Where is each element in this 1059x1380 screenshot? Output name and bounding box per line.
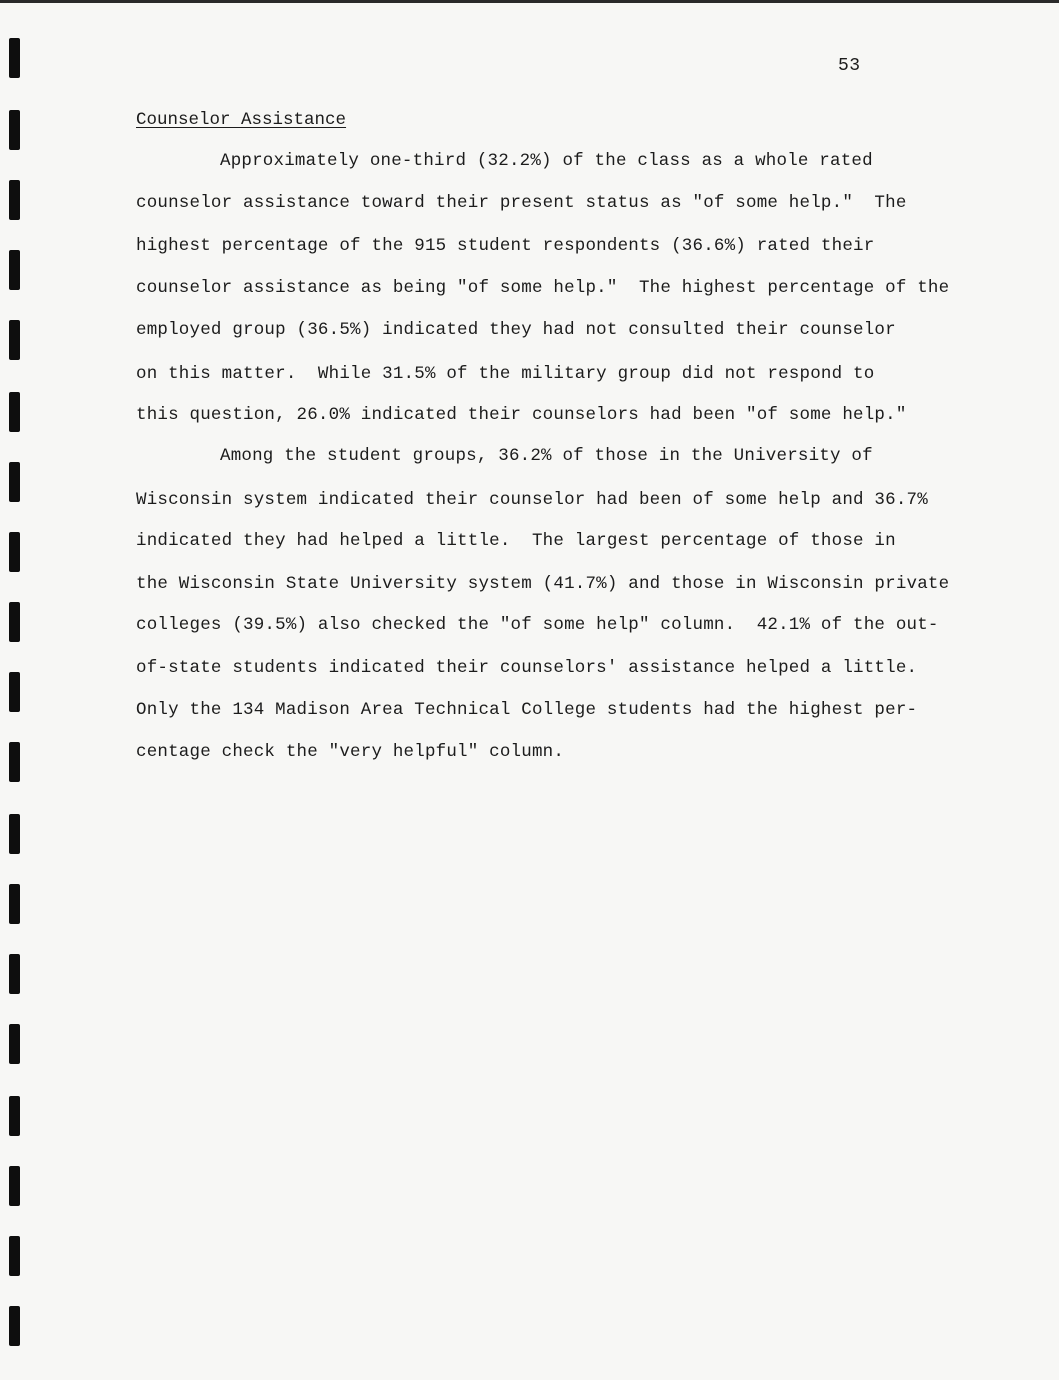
scan-top-edge <box>0 0 1059 3</box>
binding-hole <box>9 110 20 150</box>
section-heading: Counselor Assistance <box>136 110 347 130</box>
binding-hole <box>9 1024 20 1064</box>
binding-hole <box>9 602 20 642</box>
text-line: employed group (36.5%) indicated they had not consulted their counselor <box>136 320 896 340</box>
text-line: Among the student groups, 36.2% of those in the University of <box>220 446 873 466</box>
text-line: colleges (39.5%) also checked the "of some help" column. 42.1% of the out- <box>136 615 939 635</box>
binding-hole <box>9 1236 20 1276</box>
text-line: the Wisconsin State University system (41.7%) and those in Wisconsin private <box>136 574 950 594</box>
binding-hole <box>9 532 20 572</box>
binding-hole <box>9 38 20 78</box>
text-line: of-state students indicated their counselors' assistance helped a little. <box>136 658 918 678</box>
binding-hole <box>9 392 20 432</box>
binding-hole <box>9 250 20 290</box>
text-line: centage check the "very helpful" column. <box>136 742 565 762</box>
text-line: Only the 134 Madison Area Technical College students had the highest per- <box>136 700 918 720</box>
text-line: this question, 26.0% indicated their counselors had been "of some help." <box>136 405 907 425</box>
text-line: Approximately one-third (32.2%) of the class as a whole rated <box>220 151 873 171</box>
binding-hole <box>9 884 20 924</box>
text-line: counselor assistance as being "of some help." The highest percentage of the <box>136 278 950 298</box>
binding-hole <box>9 462 20 502</box>
text-line: counselor assistance toward their present status as "of some help." The <box>136 193 907 213</box>
binding-hole <box>9 180 20 220</box>
binding-hole <box>9 320 20 360</box>
binding-hole <box>9 1166 20 1206</box>
binding-hole <box>9 1096 20 1136</box>
page-number: 53 <box>838 56 861 76</box>
binding-hole <box>9 672 20 712</box>
text-line: highest percentage of the 915 student respondents (36.6%) rated their <box>136 236 875 256</box>
text-line: Wisconsin system indicated their counselor had been of some help and 36.7% <box>136 490 928 510</box>
text-line: indicated they had helped a little. The largest percentage of those in <box>136 531 896 551</box>
binding-hole <box>9 954 20 994</box>
binding-hole <box>9 742 20 782</box>
binding-hole <box>9 814 20 854</box>
binding-hole <box>9 1306 20 1346</box>
text-line: on this matter. While 31.5% of the military group did not respond to <box>136 364 875 384</box>
binding-holes <box>9 0 23 1380</box>
